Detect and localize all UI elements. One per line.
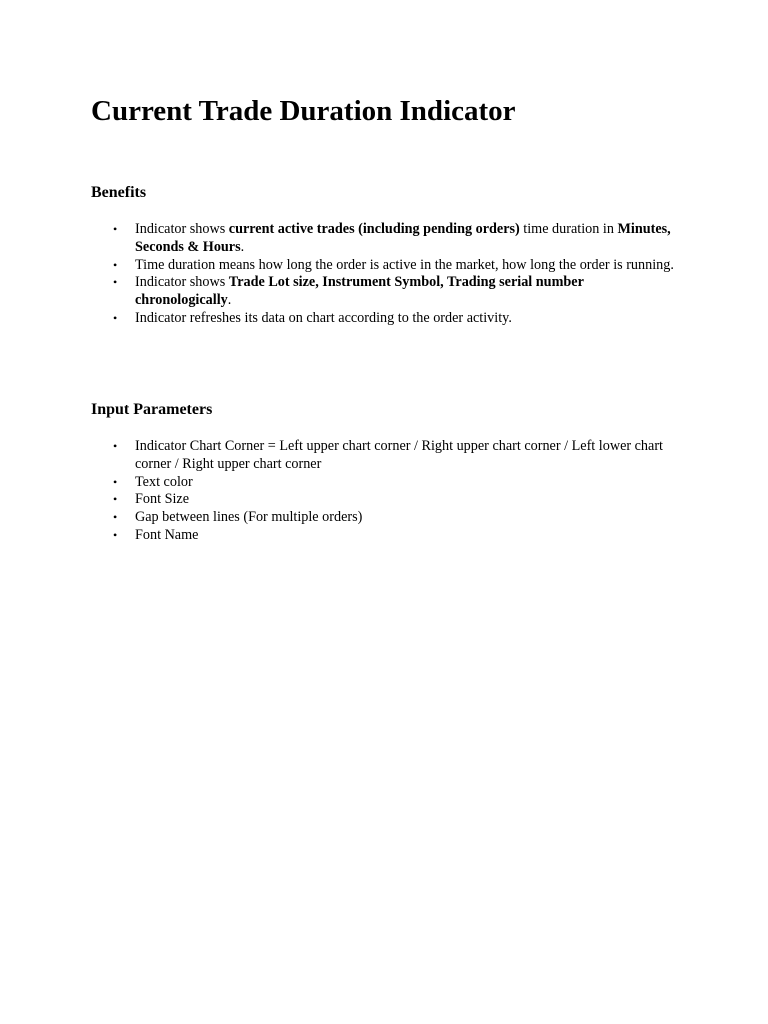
- list-item-text: .: [227, 292, 232, 309]
- input-parameters-heading: Input Parameters: [91, 401, 213, 418]
- list-item-text: Indicator Chart Corner = Left upper chart corner / Right upper chart corner / Left lower chart corner / Right upper chart corner: [135, 438, 663, 472]
- benefits-heading: Benefits: [91, 184, 147, 201]
- list-item-text: Indicator refreshes its data on chart according to the order activity.: [135, 309, 512, 326]
- list-item-bold-text: Minutes, Seconds & Hours: [135, 221, 671, 255]
- bullet-icon: •: [113, 474, 118, 489]
- list-item-text: Indicator shows: [135, 221, 229, 237]
- list-item: [91, 310, 681, 328]
- list-item: [91, 527, 681, 545]
- list-item: [91, 438, 681, 474]
- benefits-list: [91, 221, 681, 328]
- list-item-bold-text: Trade Lot size, Instrument Symbol, Trading serial number chronologically: [135, 274, 584, 309]
- bullet-icon: •: [113, 510, 118, 525]
- bullet-icon: •: [113, 439, 118, 453]
- list-item-bold-text: current active trades (including pending orders): [228, 221, 520, 237]
- list-item-text: Font Name: [135, 526, 199, 543]
- list-item: [91, 257, 681, 275]
- bullet-icon: •: [113, 492, 118, 507]
- page-title: Current Trade Duration Indicator: [91, 95, 516, 127]
- list-item: [91, 274, 681, 310]
- list-item: [91, 491, 681, 509]
- bullet-icon: •: [113, 257, 118, 272]
- list-item-text: time duration in: [519, 221, 618, 237]
- bullet-icon: •: [113, 275, 118, 290]
- list-item-text: Indicator shows: [135, 274, 229, 291]
- list-item: [91, 509, 681, 527]
- list-item-text: Font Size: [135, 491, 189, 508]
- list-item-text: Text color: [135, 473, 193, 490]
- list-item-text: Time duration means how long the order is active in the market, how long the order is running.: [135, 256, 674, 273]
- bullet-icon: •: [113, 527, 118, 542]
- bullet-icon: •: [113, 310, 118, 325]
- list-item: [91, 221, 681, 257]
- bullet-icon: •: [113, 222, 118, 236]
- input-parameters-list: [91, 438, 681, 545]
- list-item-text: Gap between lines (For multiple orders): [135, 509, 363, 526]
- list-item-text: .: [240, 238, 245, 255]
- list-item: [91, 474, 681, 492]
